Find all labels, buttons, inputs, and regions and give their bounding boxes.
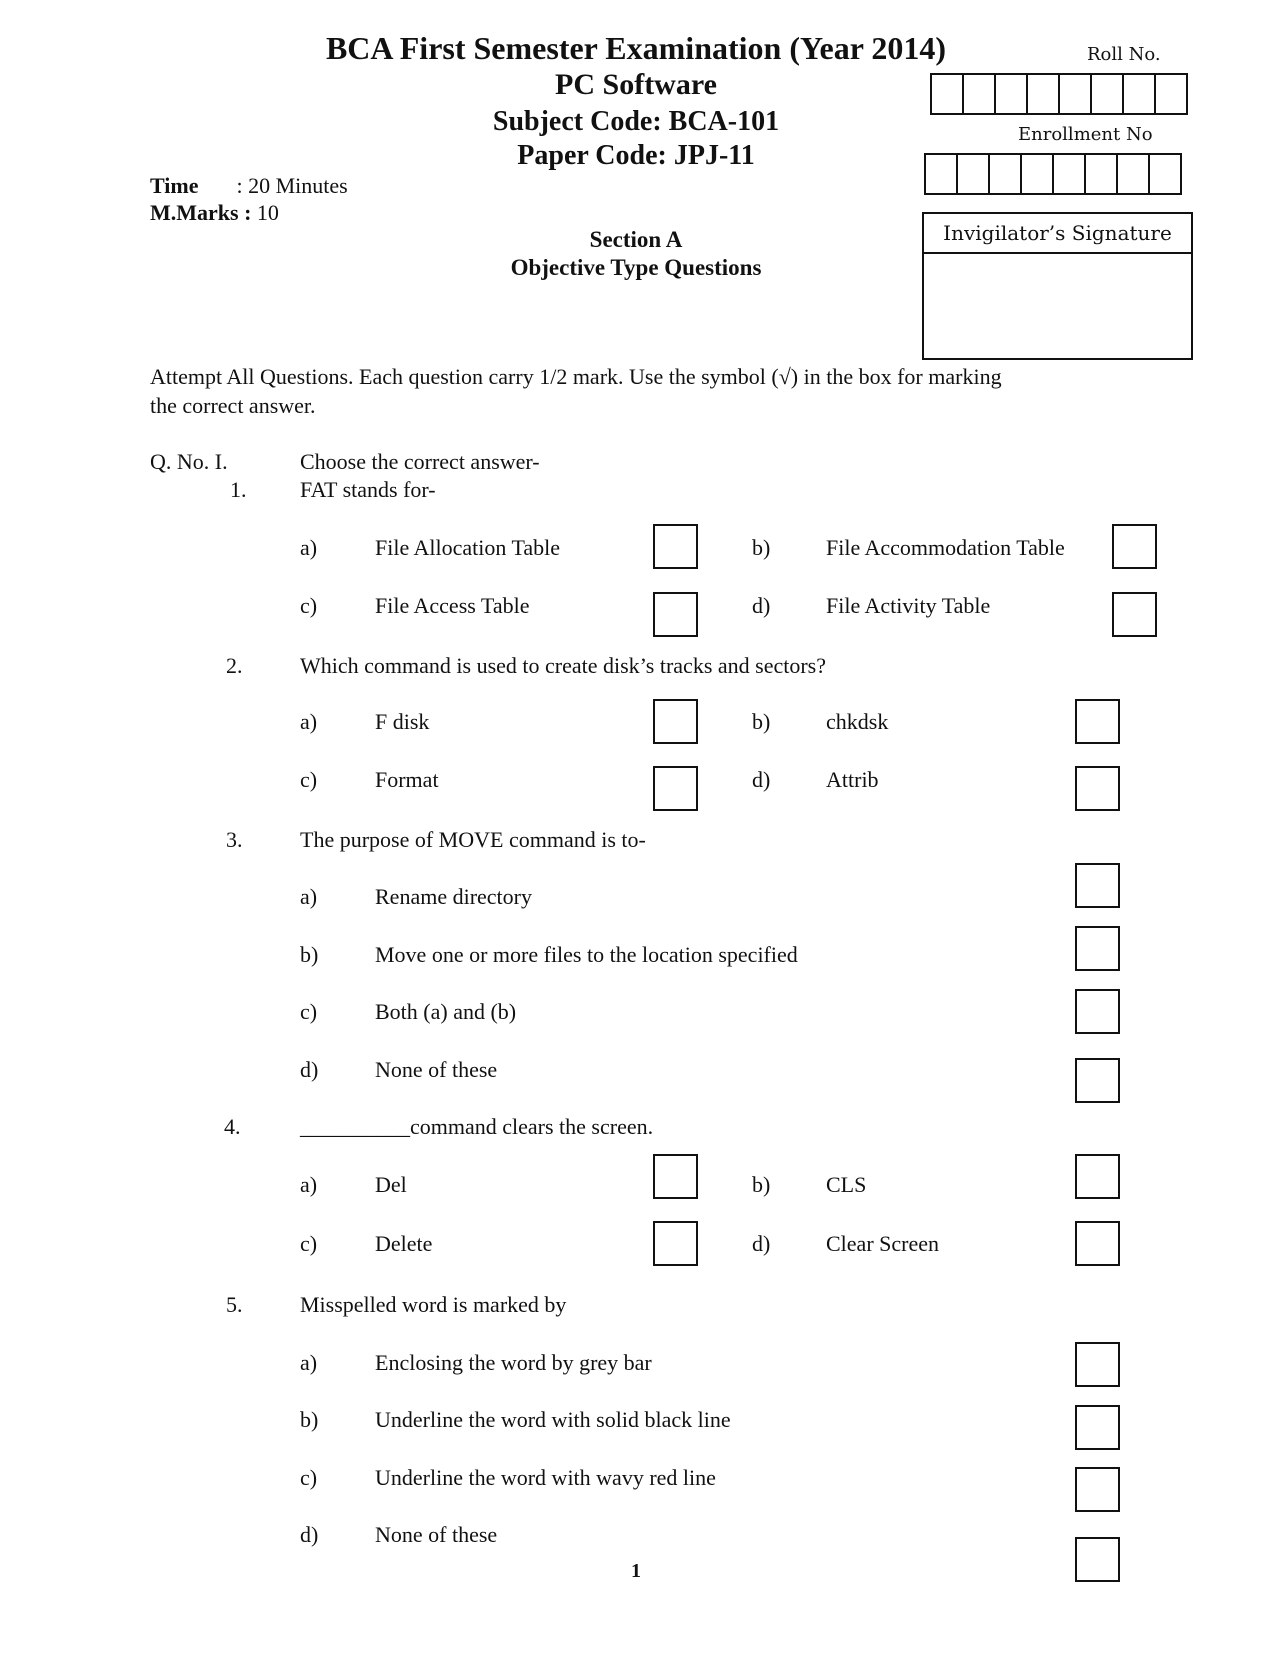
answer-checkbox[interactable]	[653, 1221, 698, 1266]
question-text: __________command clears the screen.	[300, 1114, 654, 1139]
option-text: chkdsk	[826, 709, 889, 734]
question-text: Which command is used to create disk’s tracks and sectors?	[300, 653, 827, 678]
time-label: Time	[150, 173, 199, 198]
roll-no-boxes[interactable]	[930, 73, 1188, 115]
marks-value: 10	[256, 200, 279, 225]
enrollment-label: Enrollment No	[1018, 124, 1153, 145]
option-text: Rename directory	[375, 884, 532, 909]
instructions-line-1: Attempt All Questions. Each question carry 1/2 mark. Use the symbol (√) in the box for marking	[150, 364, 1002, 389]
answer-checkbox[interactable]	[1075, 989, 1120, 1034]
answer-checkbox[interactable]	[1112, 524, 1157, 569]
answer-checkbox[interactable]	[1075, 863, 1120, 908]
question-number: 1.	[230, 477, 247, 502]
option-text: File Allocation Table	[375, 535, 561, 560]
option-text: None of these	[375, 1522, 498, 1547]
enrollment-cell[interactable]	[1086, 155, 1118, 193]
enrollment-cell[interactable]	[958, 155, 990, 193]
option-letter: b)	[752, 1172, 771, 1197]
invigilator-signature-box[interactable]	[922, 212, 1193, 360]
option-letter: b)	[752, 535, 771, 560]
option-letter: b)	[300, 1407, 319, 1432]
answer-checkbox[interactable]	[1075, 1405, 1120, 1450]
roll-cell[interactable]	[1092, 75, 1124, 113]
section-title: Section A	[589, 227, 683, 252]
option-letter: a)	[300, 1350, 318, 1375]
option-text: Underline the word with solid black line	[375, 1407, 731, 1432]
question-number: 4.	[224, 1114, 241, 1139]
answer-checkbox[interactable]	[653, 766, 698, 811]
question-text: Misspelled word is marked by	[300, 1292, 567, 1317]
roll-cell[interactable]	[1124, 75, 1156, 113]
option-letter: d)	[752, 1231, 771, 1256]
invigilator-label: Invigilator’s Signature	[924, 214, 1191, 254]
subject-name: PC Software	[555, 68, 717, 101]
option-letter: a)	[300, 1172, 318, 1197]
option-text: File Accommodation Table	[826, 535, 1065, 560]
question-number: 2.	[226, 653, 243, 678]
marks-row	[150, 200, 279, 226]
option-text: Del	[375, 1172, 407, 1197]
answer-checkbox[interactable]	[1075, 1058, 1120, 1103]
exam-title: BCA First Semester Examination (Year 2014)	[325, 30, 947, 66]
option-letter: c)	[300, 593, 318, 618]
option-text: Both (a) and (b)	[375, 999, 517, 1024]
option-letter: a)	[300, 709, 318, 734]
option-letter: c)	[300, 999, 318, 1024]
question-text: FAT stands for-	[300, 477, 436, 502]
enrollment-cell[interactable]	[1118, 155, 1150, 193]
option-letter: d)	[752, 593, 771, 618]
option-text: File Activity Table	[826, 593, 991, 618]
option-letter: c)	[300, 767, 318, 792]
answer-checkbox[interactable]	[653, 699, 698, 744]
option-text: Delete	[375, 1231, 433, 1256]
enrollment-cell[interactable]	[1022, 155, 1054, 193]
option-text: Underline the word with wavy red line	[375, 1465, 716, 1490]
answer-checkbox[interactable]	[1075, 766, 1120, 811]
option-text: F disk	[375, 709, 430, 734]
answer-checkbox[interactable]	[653, 1154, 698, 1199]
option-text: Move one or more files to the location specified	[375, 942, 798, 967]
roll-cell[interactable]	[932, 75, 964, 113]
option-text: None of these	[375, 1057, 498, 1082]
option-text: Clear Screen	[826, 1231, 939, 1256]
instructions-line-2: the correct answer.	[150, 393, 316, 418]
option-letter: a)	[300, 535, 318, 560]
option-letter: d)	[300, 1522, 319, 1547]
answer-checkbox[interactable]	[1075, 1221, 1120, 1266]
time-value: : 20 Minutes	[236, 173, 348, 198]
enrollment-cell[interactable]	[1150, 155, 1182, 193]
time-row	[150, 173, 348, 199]
answer-checkbox[interactable]	[653, 592, 698, 637]
paper-code: Paper Code: JPJ-11	[517, 140, 755, 171]
answer-checkbox[interactable]	[1075, 1537, 1120, 1582]
answer-checkbox[interactable]	[1075, 1154, 1120, 1199]
question-text: The purpose of MOVE command is to-	[300, 827, 646, 852]
enrollment-cell[interactable]	[990, 155, 1022, 193]
question-group-instruction: Choose the correct answer-	[300, 449, 540, 474]
roll-no-label: Roll No.	[1087, 44, 1161, 65]
option-letter: c)	[300, 1465, 318, 1490]
option-text: Attrib	[826, 767, 879, 792]
enrollment-cell[interactable]	[1054, 155, 1086, 193]
question-number: 3.	[226, 827, 243, 852]
answer-checkbox[interactable]	[1075, 926, 1120, 971]
option-letter: d)	[300, 1057, 319, 1082]
option-text: Enclosing the word by grey bar	[375, 1350, 652, 1375]
marks-label: M.Marks :	[150, 200, 252, 225]
roll-cell[interactable]	[1060, 75, 1092, 113]
answer-checkbox[interactable]	[1075, 699, 1120, 744]
option-letter: b)	[752, 709, 771, 734]
roll-cell[interactable]	[964, 75, 996, 113]
page-number: 1	[631, 1560, 641, 1582]
answer-checkbox[interactable]	[1075, 1467, 1120, 1512]
enrollment-boxes[interactable]	[924, 153, 1182, 195]
option-text: Format	[375, 767, 439, 792]
roll-cell[interactable]	[1156, 75, 1188, 113]
question-group-label: Q. No. I.	[150, 449, 228, 474]
roll-cell[interactable]	[996, 75, 1028, 113]
answer-checkbox[interactable]	[653, 524, 698, 569]
enrollment-cell[interactable]	[926, 155, 958, 193]
answer-checkbox[interactable]	[1112, 592, 1157, 637]
option-letter: b)	[300, 942, 319, 967]
option-text: File Access Table	[375, 593, 530, 618]
answer-checkbox[interactable]	[1075, 1342, 1120, 1387]
section-subtitle: Objective Type Questions	[510, 255, 762, 280]
subject-code: Subject Code: BCA-101	[492, 106, 780, 137]
roll-cell[interactable]	[1028, 75, 1060, 113]
question-number: 5.	[226, 1292, 243, 1317]
option-letter: c)	[300, 1231, 318, 1256]
option-text: CLS	[826, 1172, 867, 1197]
option-letter: a)	[300, 884, 318, 909]
option-letter: d)	[752, 767, 771, 792]
